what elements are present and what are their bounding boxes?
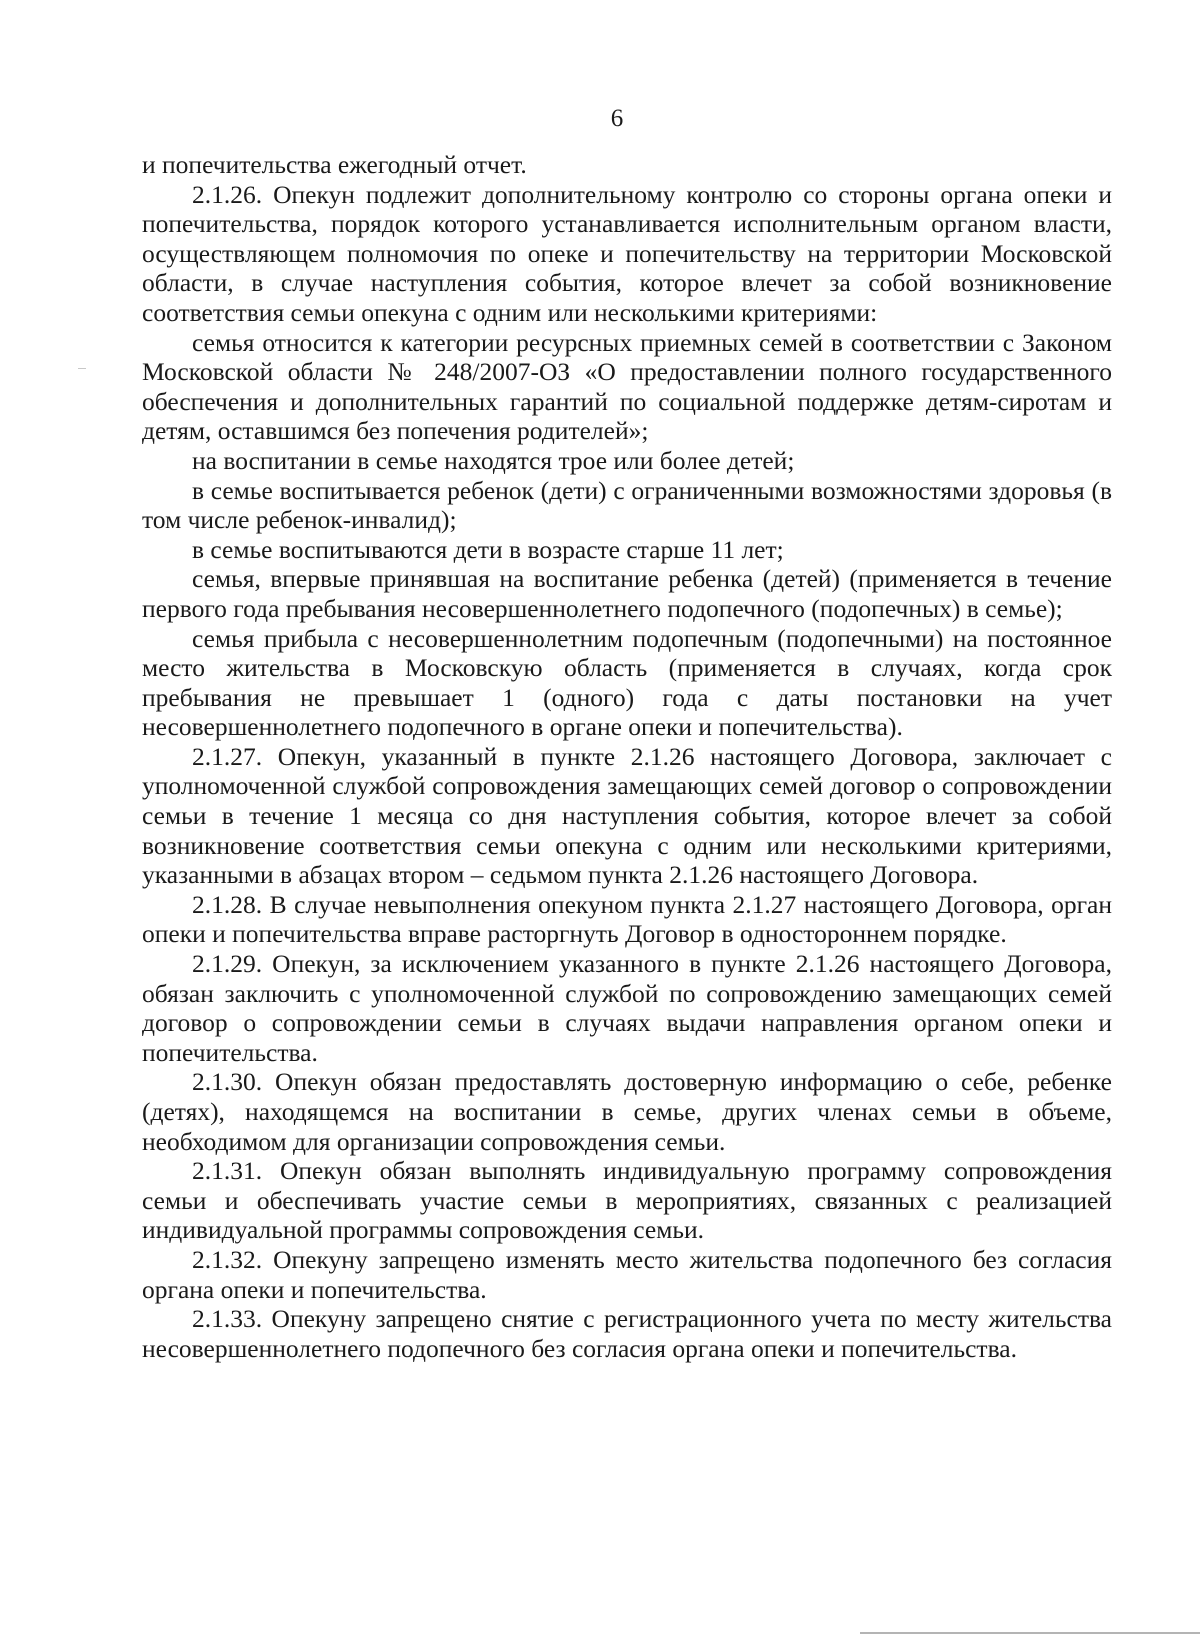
clause-2-1-27: 2.1.27. Опекун, указанный в пункте 2.1.26 настоящего Договора, заключает с уполномоченной службой сопровождения замещающих семей договор о сопровождении семьи в течение 1 месяца со дня наступления события, которое влечет за собой возникновение соответствия семьи опекуна с одним или несколькими критериями, указанными в абзацах втором – седьмом пункта 2.1.26 настоящего Договора.: [142, 741, 1112, 890]
criterion-disabled-child: в семье воспитывается ребенок (дети) с ограниченными возможностями здоровья (в том числе ребенок-инвалид);: [142, 475, 1112, 535]
scan-edge-line: [860, 1632, 1200, 1634]
clause-2-1-33: 2.1.33. Опекуну запрещено снятие с регистрационного учета по месту жительства несовершеннолетнего подопечного без согласия органа опеки и попечительства.: [142, 1304, 1112, 1363]
scan-artifact: [78, 368, 86, 369]
clause-2-1-32: 2.1.32. Опекуну запрещено изменять место жительства подопечного без согласия органа опеки и попечительства.: [142, 1244, 1112, 1304]
clause-2-1-26: 2.1.26. Опекун подлежит дополнительному контролю со стороны органа опеки и попечительства, порядок которого устанавливается исполнительным органом власти, осуществляющем полномочия по опеке и попечительству на территории Московской области, в случае наступления события, которое влечет за собой возникновение соответствия семьи опекуна с одним или несколькими критериями:: [142, 179, 1112, 327]
document-body: [142, 150, 1112, 1363]
criterion-older-children: в семье воспитываются дети в возрасте старше 11 лет;: [192, 534, 784, 564]
criterion-resource-family: семья относится к категории ресурсных приемных семей в соответствии с Законом Московской области № 248/2007-ОЗ «О предоставлении полного государственного обеспечения и дополнительных гарантий по социальной поддержке детям-сиротам и детям, оставшимся без попечения родителей»;: [142, 327, 1112, 446]
criterion-relocated-family: семья прибыла с несовершеннолетним подопечным (подопечными) на постоянное место жительства в Московскую область (применяется в случаях, когда срок пребывания не превышает 1 (одного) года с даты постановки на учет несовершеннолетнего подопечного в органе опеки и попечительства).: [142, 623, 1112, 742]
clause-2-1-30: 2.1.30. Опекун обязан предоставлять достоверную информацию о себе, ребенке (детях), находящемся на воспитании в семье, других членах семьи в объеме, необходимом для организации сопровождения семьи.: [142, 1067, 1112, 1156]
page-number: 6: [610, 105, 624, 132]
paragraph-continuation: и попечительства ежегодный отчет.: [142, 150, 527, 179]
criterion-first-time-family: семья, впервые принявшая на воспитание ребенка (детей) (применяется в течение первого года пребывания несовершеннолетнего подопечного (подопечных) в семье);: [142, 564, 1112, 623]
clause-2-1-31: 2.1.31. Опекун обязан выполнять индивидуальную программу сопровождения семьи и обеспечивать участие семьи в мероприятиях, связанных с реализацией индивидуальной программы сопровождения семьи.: [142, 1156, 1112, 1245]
clause-2-1-28: 2.1.28. В случае невыполнения опекуном пункта 2.1.27 настоящего Договора, орган опеки и попечительства вправе расторгнуть Договор в одностороннем порядке.: [142, 889, 1112, 949]
criterion-three-children: на воспитании в семье находятся трое или более детей;: [192, 445, 795, 475]
clause-2-1-29: 2.1.29. Опекун, за исключением указанного в пункте 2.1.26 настоящего Договора, обязан заключить с уполномоченной службой по сопровождению замещающих семей договор о сопровождении семьи в случаях выдачи направления органом опеки и попечительства.: [142, 949, 1112, 1067]
